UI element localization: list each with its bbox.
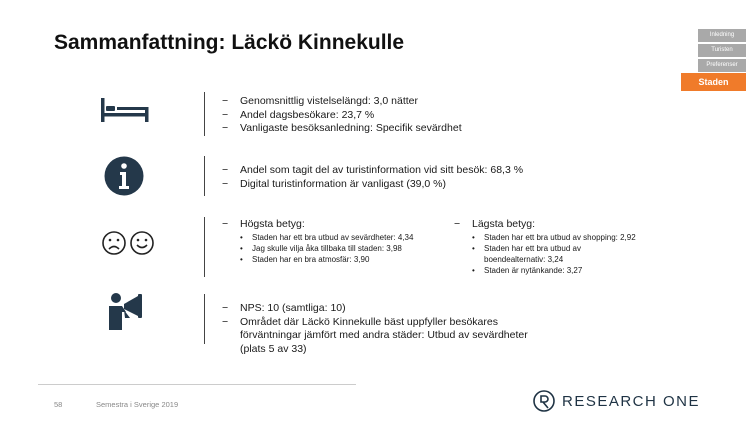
nav-item-staden[interactable]: Staden	[681, 73, 746, 91]
nav-item-turisten[interactable]: Turisten	[698, 44, 746, 57]
heading: Högsta betyg:	[240, 218, 305, 230]
list-item: − NPS: 10 (samtliga: 10)	[222, 302, 346, 314]
page-title: Sammanfattning: Läckö Kinnekulle	[54, 31, 405, 54]
list-item: • Staden har en bra atmosfär: 3,90	[222, 254, 452, 265]
divider	[204, 294, 205, 344]
research-one-logo	[533, 390, 700, 412]
divider	[204, 217, 205, 277]
section1-list	[222, 95, 462, 136]
megaphone-icon	[107, 290, 151, 332]
list-item: − Digital turistinformation är vanligast (39,0 %)	[222, 177, 447, 190]
list-item: − Högsta betyg:	[222, 218, 305, 230]
list-item: − Vanligaste besöksanledning: Specifik sevärdhet	[222, 122, 462, 134]
list-item: − Lägsta betyg:	[454, 218, 536, 230]
section2-list	[222, 164, 523, 191]
nav-item-inledning[interactable]: Inledning	[698, 29, 746, 42]
divider	[204, 156, 205, 196]
logo-text: RESEARCH ONE	[562, 392, 701, 410]
bed-icon	[100, 96, 150, 124]
list-item: − Området där Läckö Kinnekulle bäst uppfyller besökares förväntningar jämfört med andra städer: Utbud av sevärdheter (plats 5 av 33)	[222, 315, 528, 355]
list-item: • Staden har ett bra utbud av shopping: 2,92	[454, 232, 689, 243]
footer-divider	[38, 384, 356, 385]
list-item: • Jag skulle vilja åka tillbaka till staden: 3,98	[222, 243, 452, 254]
list-item: − Andel dagsbesökare: 23,7 %	[222, 108, 375, 121]
list-item: • Staden är nytänkande: 3,27	[454, 265, 689, 276]
heading: Lägsta betyg:	[472, 218, 536, 230]
list-item: • Staden har ett bra utbud av sevärdheter: 4,34	[222, 232, 452, 243]
info-icon	[104, 156, 144, 196]
lowest-ratings	[454, 218, 689, 276]
list-item: • Staden har ett bra utbud av boendealternativ: 3,24	[454, 243, 624, 265]
page-number: 58	[54, 400, 63, 409]
nav-item-preferenser[interactable]: Preferenser	[698, 59, 746, 72]
section4-list	[222, 302, 662, 356]
list-item: − Andel som tagit del av turistinformation vid sitt besök: 68,3 %	[222, 164, 524, 176]
logo-mark-icon	[533, 390, 555, 412]
list-item: − Genomsnittlig vistelselängd: 3,0 nätter	[222, 95, 419, 107]
footer-text: Semestra i Sverige 2019	[96, 400, 179, 409]
highest-ratings	[222, 218, 452, 265]
sad-happy-icon	[101, 230, 155, 256]
divider	[204, 92, 205, 136]
